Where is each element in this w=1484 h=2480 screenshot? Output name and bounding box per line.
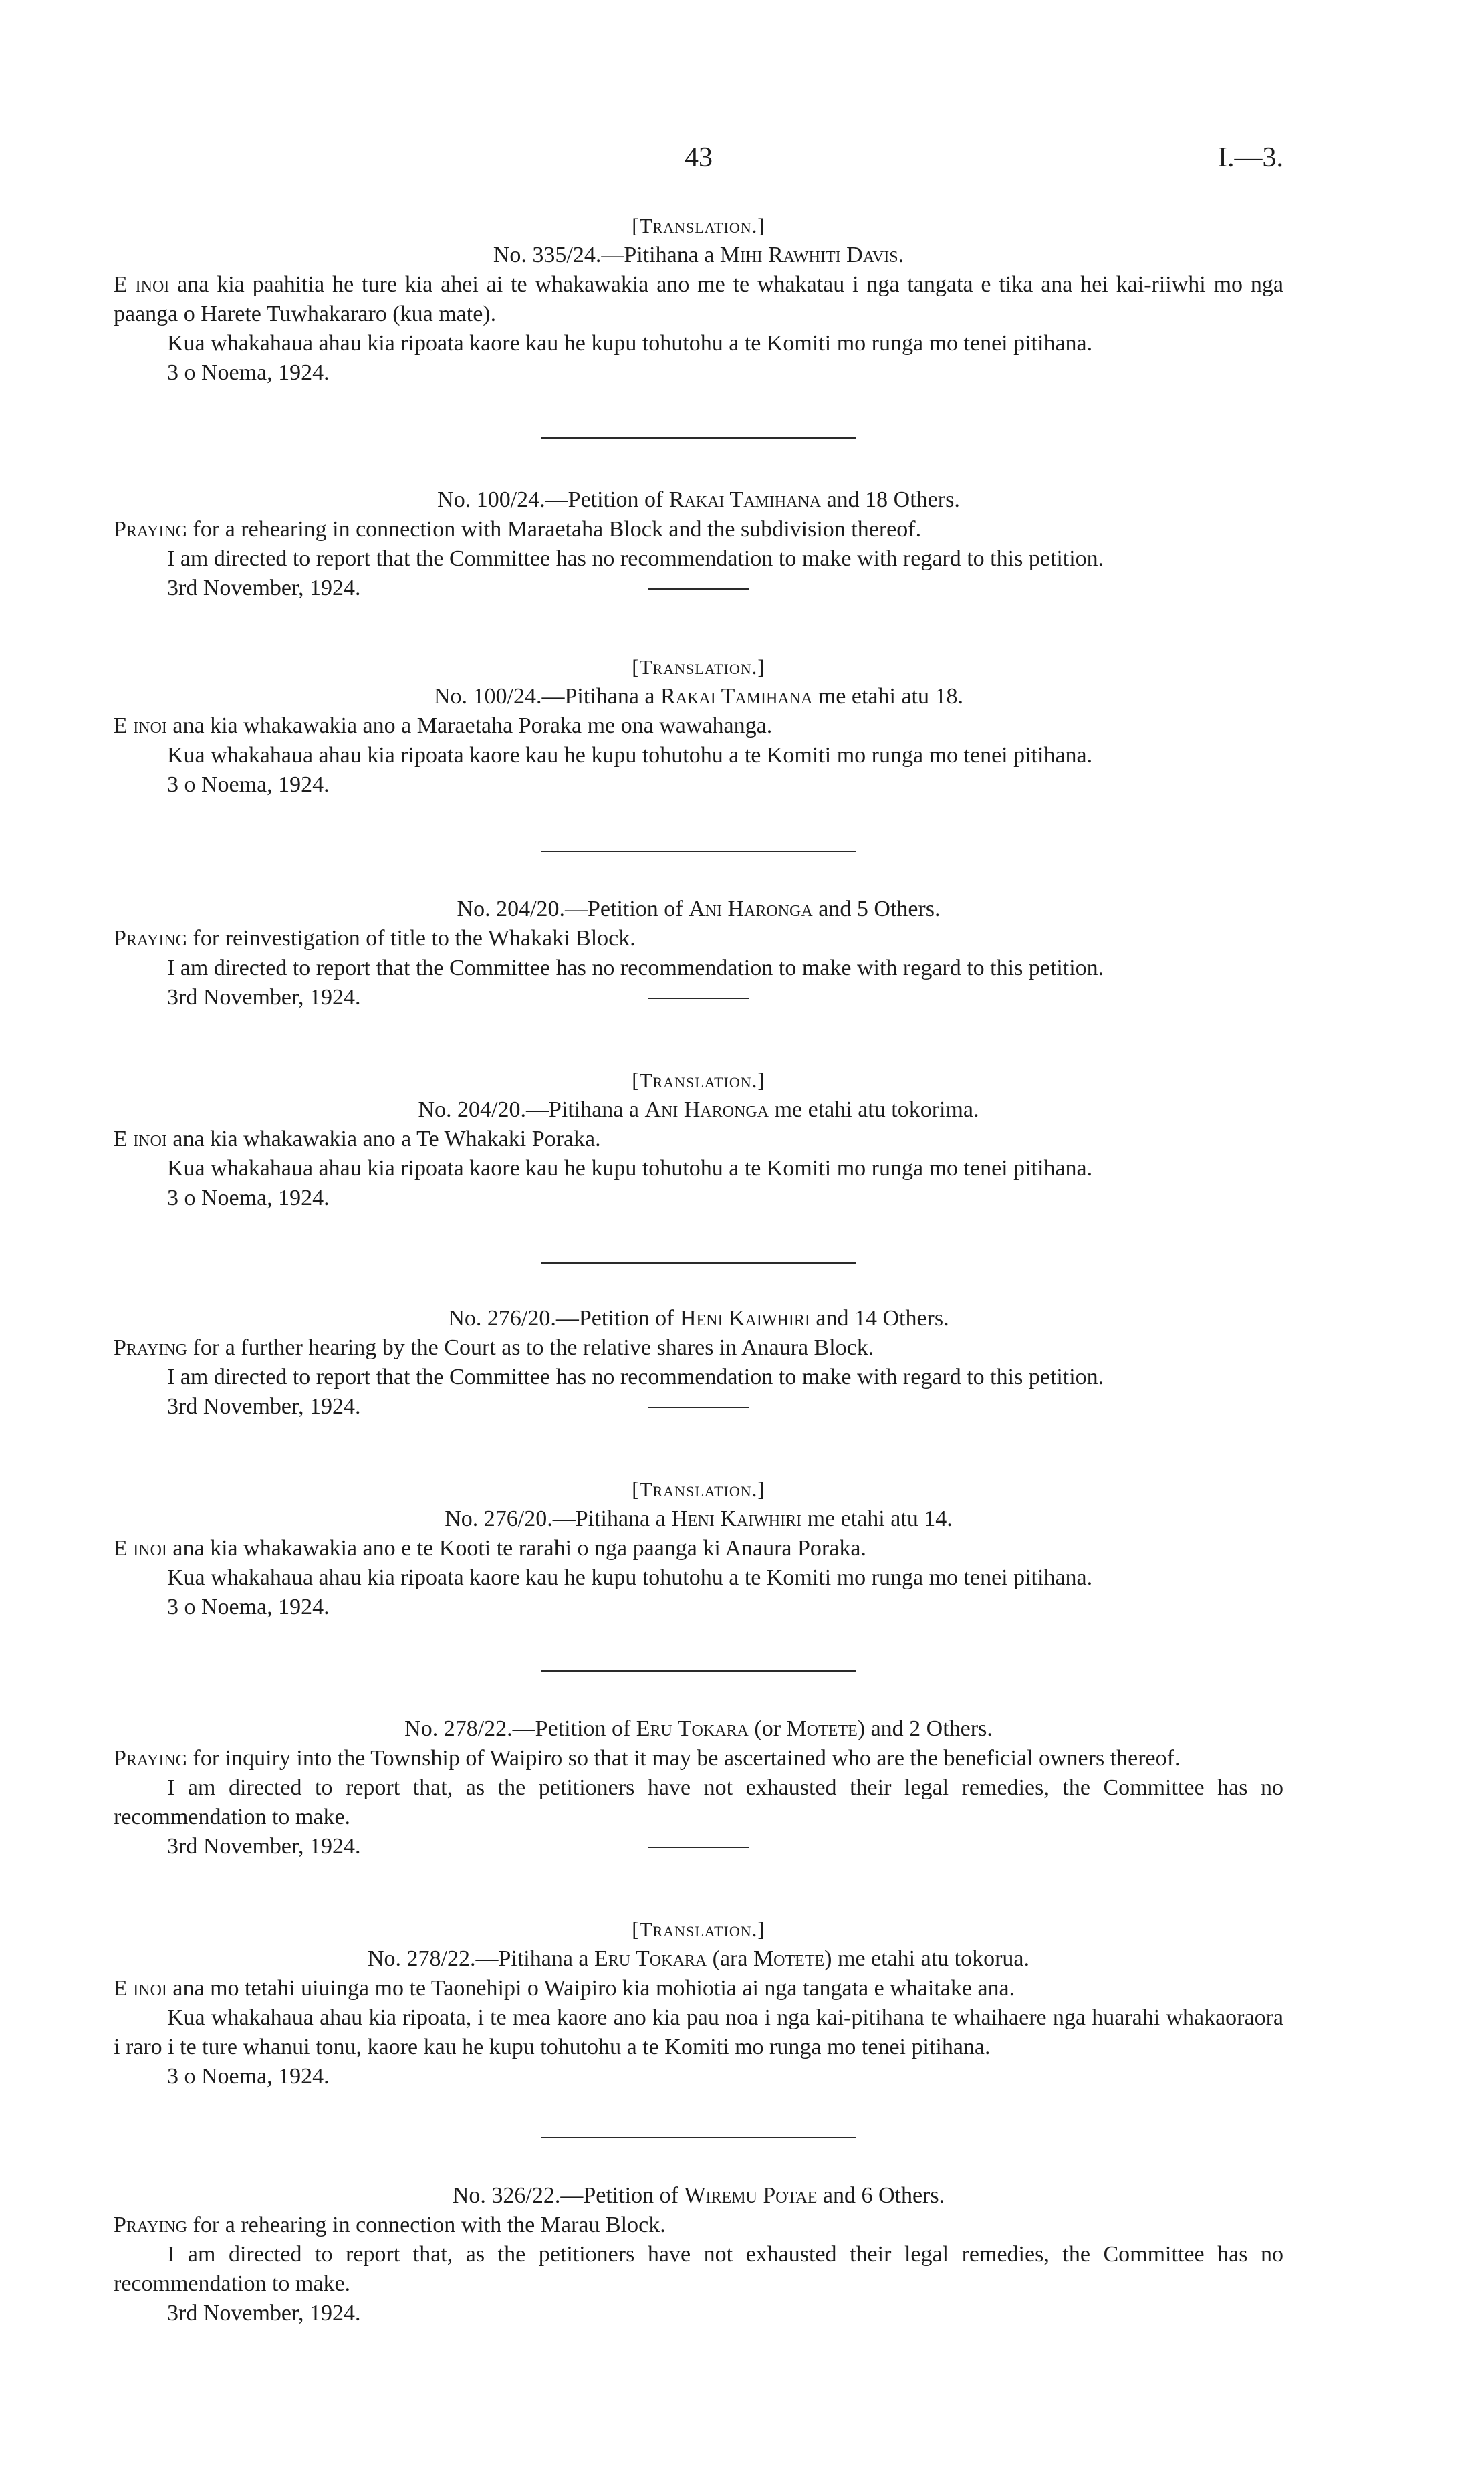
prayer-paragraph: E inoi ana kia whakawakia ano a Te Whakaki Poraka. xyxy=(114,1127,601,1151)
report-date: 3rd November, 1924. xyxy=(167,1394,361,1419)
prayer-paragraph: E inoi ana kia paahitia he ture kia ahei ai te whakawakia ano me te whakatau i nga tangata e tika ana hei kai-riiwhi mo nga paanga o Harete Tuwhakararo (kua mate). xyxy=(114,272,1284,326)
section-petition-100-24 xyxy=(114,485,1283,603)
report-paragraph: I am directed to report that, as the petitioners have not exhausted their legal remedies, the Committee has no recommendation to make. xyxy=(114,1775,1283,1829)
section-translation-276-20 xyxy=(114,1475,1283,1622)
paper-reference: I.—3. xyxy=(1218,142,1283,173)
petitioner-alias: Motete xyxy=(753,1946,825,1971)
page-number: 43 xyxy=(685,142,713,173)
translation-label: [Translation.] xyxy=(632,1068,765,1092)
section-divider xyxy=(541,1262,856,1264)
report-date: 3 o Noema, 1924. xyxy=(167,2064,330,2089)
report-date: 3 o Noema, 1924. xyxy=(167,1186,330,1210)
short-rule xyxy=(648,588,749,590)
report-date: 3 o Noema, 1924. xyxy=(167,360,330,385)
prayer-paragraph: E inoi ana mo tetahi uiuinga mo te Taonehipi o Waipiro kia mohiotia ai nga tangata e whaitake ana. xyxy=(114,1976,1015,2001)
translation-label: [Translation.] xyxy=(632,655,765,679)
petitioner-name: Wiremu Potae xyxy=(684,2183,818,2208)
petitioner-name: Ani Haronga xyxy=(689,897,813,921)
section-petition-326-22 xyxy=(114,2181,1283,2328)
translation-label: [Translation.] xyxy=(632,1478,765,1501)
petition-title: No. 204/20.—Pitihana a Ani Haronga me etahi atu tokorima. xyxy=(418,1097,979,1122)
petitioner-name: Heni Kaiwhiri xyxy=(671,1506,802,1531)
report-date: 3rd November, 1924. xyxy=(167,2301,361,2326)
section-translation-335-24 xyxy=(114,211,1283,388)
prayer-paragraph: Praying for inquiry into the Township of Waipiro so that it may be ascertained who are the beneficial owners thereof. xyxy=(114,1746,1181,1771)
report-paragraph: I am directed to report that the Committee has no recommendation to make with regard to this petition. xyxy=(167,955,1104,980)
document-page xyxy=(114,0,1283,2480)
page-header xyxy=(114,142,1283,182)
section-divider xyxy=(541,437,856,439)
petition-title: No. 100/24.—Petition of Rakai Tamihana and 18 Others. xyxy=(437,487,960,512)
petition-title: No. 204/20.—Petition of Ani Haronga and 5 Others. xyxy=(457,897,941,921)
report-paragraph: Kua whakahaua ahau kia ripoata, i te mea kaore ano kia pau noa i nga kai-pitihana te whaihaere nga huarahi whakaoraora i raro i te ture whanui tonu, kaore kau he kupu tohutohu a te Komiti mo runga mo tenei pitihana. xyxy=(114,2005,1283,2059)
prayer-paragraph: E inoi ana kia whakawakia ano e te Kooti te rarahi o nga paanga ki Anaura Poraka. xyxy=(114,1536,866,1561)
section-divider xyxy=(541,1670,856,1672)
petitioner-name: Eru Tokara xyxy=(636,1716,749,1741)
prayer-paragraph: Praying for reinvestigation of title to the Whakaki Block. xyxy=(114,926,636,951)
translation-label: [Translation.] xyxy=(632,1918,765,1941)
report-paragraph: Kua whakahaua ahau kia ripoata kaore kau he kupu tohutohu a te Komiti mo runga mo tenei pitihana. xyxy=(167,1565,1093,1590)
section-divider xyxy=(541,2137,856,2138)
petition-title: No. 276/20.—Pitihana a Heni Kaiwhiri me etahi atu 14. xyxy=(445,1506,953,1531)
petitioner-name: Ani Haronga xyxy=(644,1097,769,1122)
short-rule xyxy=(648,998,749,999)
report-date: 3rd November, 1924. xyxy=(167,985,361,1010)
report-date: 3 o Noema, 1924. xyxy=(167,772,330,797)
section-petition-276-20 xyxy=(114,1304,1283,1422)
petitioner-alias: Motete xyxy=(786,1716,858,1741)
petition-title: No. 278/22.—Pitihana a Eru Tokara (ara Motete) me etahi atu tokorua. xyxy=(367,1946,1030,1971)
prayer-paragraph: E inoi ana kia whakawakia ano a Maraetaha Poraka me ona wawahanga. xyxy=(114,713,773,738)
short-rule xyxy=(648,1407,749,1408)
petitioner-name: Rakai Tamihana xyxy=(668,487,822,512)
report-paragraph: Kua whakahaua ahau kia ripoata kaore kau he kupu tohutohu a te Komiti mo runga mo tenei pitihana. xyxy=(167,331,1093,356)
prayer-paragraph: Praying for a further hearing by the Court as to the relative shares in Anaura Block. xyxy=(114,1335,874,1360)
petition-title: No. 276/20.—Petition of Heni Kaiwhiri and 14 Others. xyxy=(448,1306,949,1331)
prayer-paragraph: Praying for a rehearing in connection with the Marau Block. xyxy=(114,2213,666,2237)
report-date: 3rd November, 1924. xyxy=(167,1834,361,1859)
short-rule xyxy=(648,1847,749,1848)
report-paragraph: Kua whakahaua ahau kia ripoata kaore kau he kupu tohutohu a te Komiti mo runga mo tenei pitihana. xyxy=(167,743,1093,768)
report-paragraph: Kua whakahaua ahau kia ripoata kaore kau he kupu tohutohu a te Komiti mo runga mo tenei pitihana. xyxy=(167,1156,1093,1181)
section-translation-278-22 xyxy=(114,1915,1283,2092)
report-date: 3rd November, 1924. xyxy=(167,576,361,600)
report-paragraph: I am directed to report that the Committee has no recommendation to make with regard to this petition. xyxy=(167,546,1104,571)
section-translation-100-24 xyxy=(114,653,1283,800)
prayer-paragraph: Praying for a rehearing in connection with Maraetaha Block and the subdivision thereof. xyxy=(114,517,922,542)
petitioner-name: Mihi Rawhiti Davis xyxy=(719,243,898,267)
report-paragraph: I am directed to report that, as the petitioners have not exhausted their legal remedies, the Committee has no recommendation to make. xyxy=(114,2242,1283,2296)
petitioner-name: Heni Kaiwhiri xyxy=(679,1306,810,1331)
report-paragraph: I am directed to report that the Committee has no recommendation to make with regard to this petition. xyxy=(167,1365,1104,1389)
report-date: 3 o Noema, 1924. xyxy=(167,1595,330,1619)
petition-title: No. 278/22.—Petition of Eru Tokara (or Motete) and 2 Others. xyxy=(404,1716,993,1741)
petition-title: No. 326/22.—Petition of Wiremu Potae and 6 Others. xyxy=(452,2183,945,2208)
section-petition-278-22 xyxy=(114,1714,1283,1862)
petitioner-name: Rakai Tamihana xyxy=(660,684,813,709)
section-divider xyxy=(541,851,856,852)
section-translation-204-20 xyxy=(114,1066,1283,1213)
translation-label: [Translation.] xyxy=(632,214,765,237)
section-petition-204-20 xyxy=(114,895,1283,1012)
petition-title: No. 335/24.—Pitihana a Mihi Rawhiti Davis. xyxy=(493,243,904,267)
petitioner-name: Eru Tokara xyxy=(594,1946,707,1971)
petition-title: No. 100/24.—Pitihana a Rakai Tamihana me etahi atu 18. xyxy=(434,684,963,709)
